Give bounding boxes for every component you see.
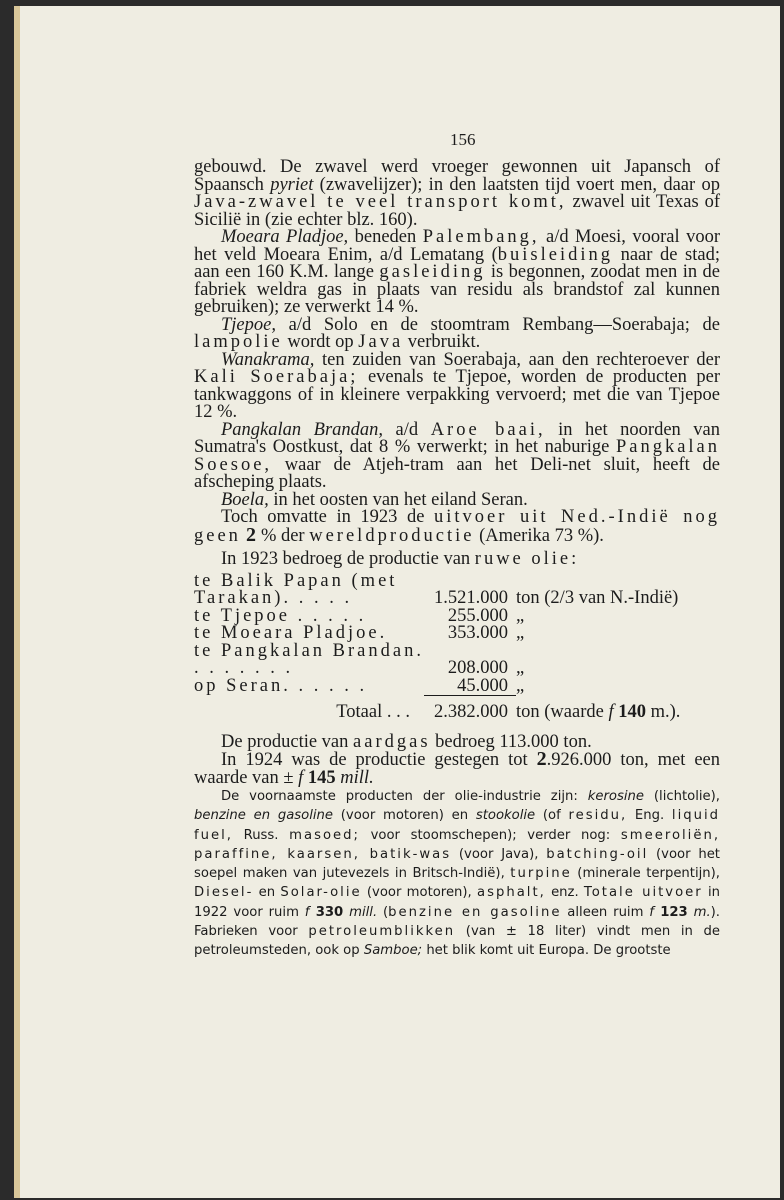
text: in het oosten van het eiland Seran. [268, 489, 528, 510]
paragraph-pangkalan-brandan [194, 419, 721, 492]
text-italic: f [304, 904, 310, 920]
table-cell-place: te Moeara Pladjoe. [194, 623, 388, 643]
text: (van ± 18 liter) vindt men in de petroleumsteden, ook op [194, 924, 720, 959]
text: verbruikt. [403, 332, 481, 352]
text: bedroeg 113.000 ton. [430, 731, 592, 752]
text-spaced: masoed; [289, 827, 360, 843]
text-italic: Wanakrama, [221, 349, 315, 370]
text: Russ. [232, 827, 290, 843]
text-spaced: gasleiding [379, 262, 486, 282]
text: gebouwd. De zwavel werd vroeger gewonnen uit Japansch of Spaansch [194, 157, 720, 195]
text-spaced: liquid fuel, [194, 808, 721, 843]
text: In 1923 bedroeg de productie van [221, 549, 475, 569]
text: Eng. [627, 808, 672, 824]
text-spaced: asphalt, [477, 885, 546, 901]
text: a/d [383, 419, 431, 440]
text: (voor Java), [451, 846, 547, 862]
text-italic: f [608, 702, 614, 722]
text-spaced: Aroe baai, [430, 419, 546, 440]
text-italic: kerosine [587, 789, 644, 804]
text: en [253, 885, 281, 901]
text-spaced: Diesel- [194, 885, 254, 901]
text-italic: f [298, 767, 304, 788]
text-italic: mill. [343, 904, 378, 920]
text: De productie van [221, 731, 354, 752]
table-row [194, 678, 680, 696]
text-italic: pyriet [270, 174, 314, 195]
text: De voornaamste producten der olie-industrie zijn: [221, 789, 588, 804]
text-bold: 2 [240, 523, 261, 546]
table-cell-value: 1.521.000 [434, 588, 508, 608]
paragraph-wanakrama [194, 349, 720, 422]
text-spaced: aardgas [353, 731, 431, 752]
text: naar de stad; aan een 160 K.M. lange [194, 244, 720, 282]
text-spaced: buisleiding [497, 244, 614, 265]
table-cell-place: te Balik Papan (met Tarakan). . . . . [194, 570, 398, 608]
text-spaced: Totale uitvoer [583, 885, 703, 901]
table-row [194, 643, 680, 678]
text: in het noorden van Sumatra's Oostkust, dat 8 % verwerkt; in het naburige [194, 419, 721, 457]
text-bold: 140 [613, 702, 646, 722]
table-cell-unit: ton (2/3 van N.-Indië) [516, 588, 679, 608]
text: (lichtolie), [644, 789, 721, 804]
table-cell-unit: „ [516, 605, 525, 626]
text-spaced: turpine [510, 866, 572, 882]
text: a/d Moesi, vooral voor het veld Moeara Enim, a/d Lematang ( [194, 227, 720, 265]
text: (voor motoren), [361, 885, 478, 901]
text-spaced: Java [358, 332, 404, 352]
table-cell-value: 255.000 [447, 605, 508, 626]
page-content [194, 159, 720, 961]
text-italic: Pangkalan Brandan, [221, 419, 384, 440]
paragraph-aardgas [194, 731, 720, 752]
text: voor stoomschepen); verder nog: [359, 827, 621, 843]
text: (zwavelijzer); in den laatsten tijd voert men, daar op [313, 174, 720, 195]
text: ( [377, 904, 389, 920]
text-spaced: wereldproductie [309, 525, 475, 546]
paragraph-tjepoe [194, 314, 720, 352]
text-bold: 123 [653, 904, 688, 920]
text: (voor het soepel maken van jutevezels in Britsch-Indië), [194, 846, 720, 882]
text: (voor motoren) en [333, 808, 476, 824]
table-cell-value: 353.000 [447, 623, 508, 643]
text: .926.000 ton, met een waarde van ± [194, 750, 720, 788]
text-spaced: Pangkalan Soesoe, [194, 437, 720, 475]
text-spaced: smeeroliën, paraffine, kaarsen, batik-was [194, 827, 721, 862]
text-spaced: benzine en gasoline [388, 904, 562, 920]
paragraph-uitvoer [194, 509, 720, 545]
text-spaced: lampolie [194, 332, 283, 352]
text-spaced: Solar-olie [280, 885, 362, 901]
text: zwavel uit Texas of Sicilië in (zie echter blz. 160). [194, 192, 720, 230]
text: enz. [545, 885, 584, 901]
text-spaced: petroleumblikken [308, 924, 456, 940]
text-spaced: Kali Soerabaja; [194, 367, 359, 387]
text: wordt op [282, 332, 359, 352]
paragraph-zwavel [194, 159, 720, 229]
text: het blik komt uit Europa. De grootste [422, 943, 671, 959]
text: (Amerika 73 %). [474, 525, 604, 546]
text-spaced: Java-zwavel te veel transport komt, [194, 192, 567, 212]
text-spaced: Palembang, [422, 227, 540, 247]
text-bold: 2 [536, 748, 547, 770]
text: Toch omvatte in 1923 de [221, 507, 434, 527]
text-spaced: batching-oil [546, 846, 649, 862]
text: evenals te Tjepoe, worden de producten per tankwaggons of in kleinere verpakking vervoerd; met die van Tjepoe 12 %. [194, 367, 720, 422]
page-number: 156 [450, 130, 476, 149]
total-label: Totaal . . . [336, 702, 410, 722]
table-cell-unit: „ [516, 658, 525, 678]
text-italic: mill. [335, 767, 374, 788]
text-bold: 145 [303, 767, 336, 788]
text-bold: 330 [309, 904, 344, 920]
table-cell-place: te Pangkalan Brandan. . . . . . . . [194, 640, 424, 678]
production-table [194, 570, 681, 722]
table-row-total [194, 696, 680, 722]
text: m.). [645, 702, 681, 722]
text-italic: Tjepoe, [221, 314, 276, 335]
total-unit [516, 696, 680, 722]
paragraph-1924 [194, 748, 720, 788]
footnote [194, 787, 720, 961]
text: ton (waarde [516, 702, 609, 722]
table-row [194, 573, 680, 608]
text-italic: Moeara Pladjoe, [221, 227, 349, 247]
table-cell-place: op Seran. . . . . . [194, 676, 368, 696]
text-spaced: uitvoer uit Ned.-Indië nog geen [194, 507, 720, 546]
text: ten zuiden van Soerabaja, aan den rechteroever der [314, 349, 720, 370]
text: ). Fabrieken voor [194, 904, 720, 940]
book-page [14, 6, 780, 1198]
text: waar de Atjeh-tram aan het Deli-net sluit, heeft de afscheping plaats. [194, 454, 720, 492]
table-cell-value: 208.000 [447, 658, 508, 678]
table-cell-unit: „ [516, 623, 525, 643]
text: % der [260, 525, 310, 546]
table-cell-value: 45.000 [457, 675, 508, 696]
text-spaced: ruwe olie: [474, 549, 580, 569]
table-cell-place: te Tjepoe . . . . . [194, 605, 367, 626]
text-italic: Boela, [221, 489, 269, 510]
text: In 1924 was de productie gestegen tot [221, 750, 537, 770]
text: (minerale terpentijn), [571, 866, 720, 882]
text-spaced: residu, [568, 808, 628, 824]
text: in 1922 voor ruim [194, 885, 720, 920]
text: (of [535, 808, 569, 824]
paragraph-ruwe-olie [194, 551, 720, 569]
text: alleen ruim [561, 904, 650, 920]
text-italic: f [649, 904, 654, 920]
text-italic: m. [687, 904, 711, 920]
total-value: 2.382.000 [424, 696, 516, 722]
text: beneden [348, 227, 423, 247]
table-cell-unit: „ [516, 676, 525, 696]
paragraph-moeara-pladjoe [194, 229, 720, 317]
text-italic: stookolie [475, 808, 536, 824]
table-row [194, 625, 680, 643]
text-italic: Samboe; [363, 943, 423, 959]
text-italic: benzine en gasoline [194, 808, 334, 824]
text: is begonnen, zoodat men in de fabriek weldra gas in plaats van residu als brandstof zal kunnen gebruiken); ze verwerkt 14 %. [194, 262, 721, 317]
text: a/d Solo en de stoomtram Rembang—Soerabaja; de [275, 314, 720, 335]
